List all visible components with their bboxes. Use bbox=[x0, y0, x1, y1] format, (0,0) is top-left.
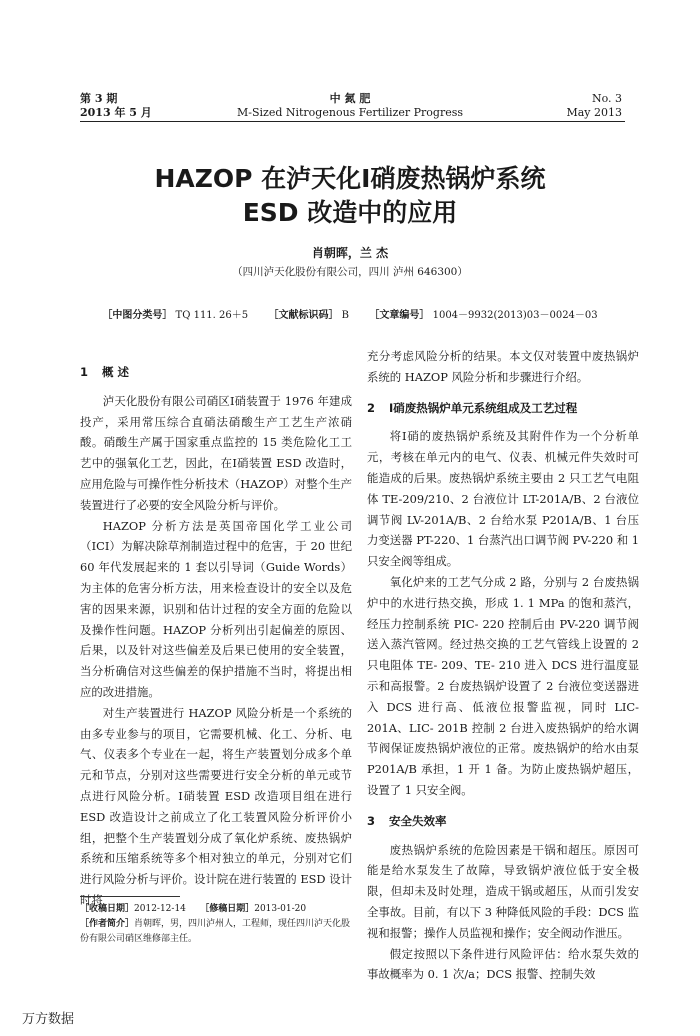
watermark: 万方数据 bbox=[22, 1012, 75, 1027]
paragraph: 对生产装置进行 HAZOP 风险分析是一个系统的由多专业参与的项目，它需要机械、化工、分析、电气、仪表多个专业在一起，将生产装置划分成多个单元和节点，分别对这些需要进行安全分析的单元或节点进行风险分析。Ⅰ硝装置 ESD 改造项目组在进行 ESD 改造设计之前成立了化工装置风险分析评价小组，把整个生产装置划分成了氧化炉系统、废热锅炉系统和压缩系统等多个相对独立的单元，分别对它们进行风险分析与评价。设计院在进行装置的 ESD 设计时将 bbox=[80, 705, 352, 907]
header-date-cn: 2013 年 5 月 bbox=[80, 106, 152, 119]
clc-value: TQ 111. 26＋5 bbox=[175, 310, 249, 321]
left-column bbox=[80, 356, 352, 911]
authors: 肖朝晖，兰 杰 bbox=[311, 246, 389, 260]
section-1-number: 1 bbox=[80, 365, 89, 379]
header-journal-en: M-Sized Nitrogenous Fertilizer Progress bbox=[236, 106, 464, 119]
paragraph: 氧化炉来的工艺气分成 2 路，分别与 2 台废热锅炉中的水进行热交换，形成 1. 1 MPa 的饱和蒸汽，经压力控制系统 PIC- 220 控制后由 PV-220 调节阀送入蒸汽管网。经过热交换的工艺气管线上设置的 2 只电阻体 TE- 209、TE- 210 进入 DCS 进行温度显示和高报警。2 台废热锅炉设置了 2 台液位变送器进入 DCS 进行高、低液位报警监视，同时 LIC- 201A、LIC- 201B 控制 2 台进入废热锅炉的给水调节阀保证废热锅炉液位的正常。废热锅炉的给水由泵 P201A/B 承担，1 开 1 备。为防止废热锅炉超压，设置了 1 只安全阀。 bbox=[367, 574, 639, 797]
section-1-heading bbox=[80, 362, 352, 383]
section-3-heading bbox=[367, 811, 639, 832]
received-date: 2012-12-14 bbox=[134, 904, 186, 914]
header-journal-cn: 中 氮 肥 bbox=[329, 92, 371, 105]
header-rule bbox=[80, 121, 625, 122]
title-line-1: HAZOP 在泸天化Ⅰ硝废热锅炉系统 bbox=[154, 164, 546, 193]
section-3-title: 安全失效率 bbox=[389, 813, 447, 828]
article-no-label: ［文章编号］ bbox=[369, 310, 430, 321]
header-date-en: May 2013 bbox=[566, 106, 622, 119]
header-issue-en bbox=[566, 92, 622, 120]
classification-line bbox=[0, 306, 700, 321]
header-issue-cn: 第 3 期 bbox=[80, 92, 118, 105]
paragraph: 泸天化股份有限公司硝区Ⅰ硝装置于 1976 年建成投产，采用常压综合直硝法硝酸生产工艺生产浓硝酸。硝酸生产属于国家重点监控的 15 类危险化工工艺中的强氧化工艺，因此，在Ⅰ硝装置 ESD 改造时，应用危险与可操作性分析技术（HAZOP）对整个生产装置进行了必要的安全风险分析与评价。 bbox=[80, 393, 352, 512]
revised-date: 2013-01-20 bbox=[254, 904, 307, 914]
doc-code-label: ［文献标识码］ bbox=[268, 310, 339, 321]
header-issue-en-num: No. 3 bbox=[591, 92, 622, 105]
author-bio bbox=[80, 917, 352, 947]
paragraph: HAZOP 分析方法是英国帝国化学工业公司（ICI）为解决除草剂制造过程中的危害，于 20 世纪 60 年代发展起来的 1 套以引导词（Guide Words）为主体的危害分析方法，用来检查设计的安全以及危害的因果来源，识别和估计过程的安全方面的危险以及操作性问题。HAZOP 分析列出引起偏差的原因、后果，以及针对这些偏差及后果已使用的安全装置，当分析确信对这些偏差的保护措施不当时，将提出相应的改进措施。 bbox=[80, 518, 352, 699]
right-column bbox=[367, 346, 639, 985]
doc-code-value: B bbox=[341, 310, 350, 321]
title-line-2: ESD 改造中的应用 bbox=[242, 198, 458, 227]
footnote-dates bbox=[80, 902, 352, 917]
paragraph: 充分考虑风险分析的结果。本文仅对装置中废热锅炉系统的 HAZOP 风险分析和步骤进行介绍。 bbox=[367, 349, 639, 384]
clc-label: ［中图分类号］ bbox=[102, 310, 173, 321]
section-3-number: 3 bbox=[367, 813, 376, 828]
footnote-rule bbox=[80, 896, 180, 897]
article-no-value: 1004－9932(2013)03－0024－03 bbox=[432, 310, 598, 321]
author-bio-text: 肖朝晖，男，四川泸州人，工程师，现任四川泸天化股份有限公司硝区维修部主任。 bbox=[80, 919, 351, 944]
paragraph: 废热锅炉系统的危险因素是干锅和超压。原因可能是给水泵发生了故障，导致锅炉液位低于安全极限，但却未及时处理，造成干锅或超压，从而引发安全事故。目前，有以下 3 种降低风险的手段：DCS 监视和报警；操作人员监视和操作；安全阀动作泄压。 bbox=[367, 842, 639, 940]
section-2-title: Ⅰ硝废热锅炉单元系统组成及工艺过程 bbox=[389, 400, 578, 415]
received-label: ［收稿日期］ bbox=[80, 904, 135, 914]
article-title bbox=[0, 162, 700, 230]
revised-label: ［修稿日期］ bbox=[200, 904, 255, 914]
section-2-heading bbox=[367, 398, 639, 419]
author-bio-label: ［作者简介］ bbox=[80, 919, 135, 929]
section-2-number: 2 bbox=[367, 400, 376, 415]
paragraph: 假定按照以下条件进行风险评估：给水泵失效的事故概率为 0. 1 次/a；DCS 报警、控制失效 bbox=[367, 946, 639, 982]
section-1-title: 概 述 bbox=[102, 365, 130, 379]
affiliation: （四川泸天化股份有限公司，四川 泸州 646300） bbox=[232, 266, 468, 278]
footnote bbox=[80, 902, 352, 947]
paragraph: 将Ⅰ硝的废热锅炉系统及其附件作为一个分析单元，考核在单元内的电气、仪表、机械元件失效时可能造成的后果。废热锅炉系统主要由 2 只工艺气电阻体 TE-209/210、2 台液位计 LT-201A/B、2 台液位调节阀 LV-201A/B、2 台给水泵 P201A/B、1 台压力变送器 PT-220、1 台蒸汽出口调节阀 PV-220 和 1 只安全阀等组成。 bbox=[367, 429, 639, 569]
